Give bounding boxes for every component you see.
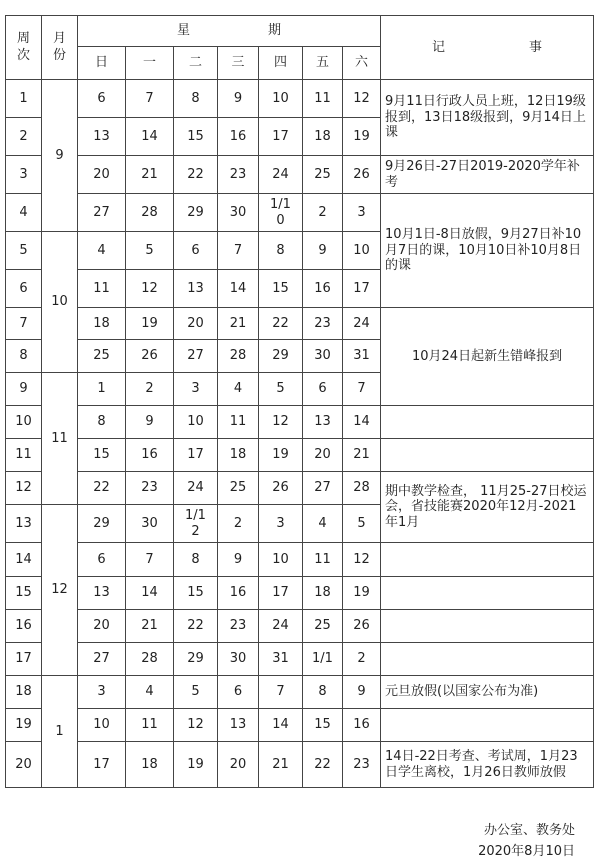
week-number: 5 — [6, 232, 42, 270]
week-row — [6, 577, 594, 610]
month-column-header: 月份 — [42, 16, 78, 80]
school-calendar-table — [5, 15, 594, 788]
day-cell: 31 — [259, 643, 303, 676]
day-cell: 16 — [126, 439, 174, 472]
day-cell: 1/12 — [174, 505, 218, 543]
week-number: 19 — [6, 709, 42, 742]
day-cell: 30 — [218, 194, 259, 232]
day-cell: 26 — [343, 610, 381, 643]
day-cell: 17 — [259, 118, 303, 156]
month-cell: 9 — [42, 80, 78, 232]
weekday-group-header: 星 期 — [78, 16, 381, 47]
day-cell: 25 — [303, 156, 343, 194]
day-cell: 7 — [259, 676, 303, 709]
day-cell: 10 — [78, 709, 126, 742]
note-cell: 元旦放假(以国家公布为准) — [381, 676, 594, 709]
day-cell: 20 — [78, 156, 126, 194]
day-cell: 4 — [126, 676, 174, 709]
week-row — [6, 709, 594, 742]
day-cell: 24 — [259, 156, 303, 194]
issuing-office: 办公室、教务处 — [483, 823, 575, 838]
day-cell: 3 — [259, 505, 303, 543]
week-number: 9 — [6, 373, 42, 406]
day-cell: 22 — [303, 742, 343, 788]
day-cell: 24 — [259, 610, 303, 643]
footer — [478, 820, 575, 863]
day-cell: 12 — [343, 543, 381, 577]
day-cell: 16 — [343, 709, 381, 742]
day-cell: 13 — [174, 270, 218, 308]
day-cell: 11 — [218, 406, 259, 439]
note-cell — [381, 543, 594, 577]
day-cell: 2 — [126, 373, 174, 406]
day-cell: 24 — [174, 472, 218, 505]
day-cell: 5 — [174, 676, 218, 709]
day-cell: 15 — [174, 118, 218, 156]
week-row — [6, 543, 594, 577]
day-cell: 23 — [343, 742, 381, 788]
month-cell: 1 — [42, 676, 78, 788]
week-row — [6, 742, 594, 788]
day-cell: 28 — [343, 472, 381, 505]
day-cell: 16 — [218, 577, 259, 610]
day-cell: 1 — [78, 373, 126, 406]
day-cell: 1/10 — [259, 194, 303, 232]
weekday-header: 六 — [343, 47, 381, 80]
week-row — [6, 676, 594, 709]
day-cell: 12 — [343, 80, 381, 118]
day-cell: 9 — [126, 406, 174, 439]
day-cell: 23 — [126, 472, 174, 505]
day-cell: 21 — [259, 742, 303, 788]
day-cell: 21 — [218, 308, 259, 340]
note-cell: 14日-22日考查、考试周，1月23日学生离校，1月26日教师放假 — [381, 742, 594, 788]
day-cell: 19 — [343, 577, 381, 610]
month-cell: 12 — [42, 505, 78, 676]
day-cell: 2 — [343, 643, 381, 676]
day-cell: 17 — [78, 742, 126, 788]
weekday-header: 一 — [126, 47, 174, 80]
day-cell: 20 — [174, 308, 218, 340]
day-cell: 2 — [218, 505, 259, 543]
day-cell: 25 — [78, 340, 126, 373]
day-cell: 17 — [174, 439, 218, 472]
day-cell: 18 — [78, 308, 126, 340]
note-cell — [381, 577, 594, 610]
day-cell: 15 — [303, 709, 343, 742]
week-row — [6, 472, 594, 505]
day-cell: 8 — [259, 232, 303, 270]
day-cell: 6 — [303, 373, 343, 406]
week-number: 12 — [6, 472, 42, 505]
day-cell: 8 — [303, 676, 343, 709]
day-cell: 14 — [218, 270, 259, 308]
day-cell: 11 — [303, 80, 343, 118]
week-row — [6, 610, 594, 643]
day-cell: 31 — [343, 340, 381, 373]
day-cell: 18 — [218, 439, 259, 472]
day-cell: 9 — [218, 80, 259, 118]
day-cell: 6 — [218, 676, 259, 709]
day-cell: 10 — [259, 80, 303, 118]
day-cell: 17 — [259, 577, 303, 610]
week-row — [6, 643, 594, 676]
day-cell: 25 — [303, 610, 343, 643]
note-cell — [381, 406, 594, 439]
day-cell: 4 — [303, 505, 343, 543]
day-cell: 10 — [174, 406, 218, 439]
week-number: 17 — [6, 643, 42, 676]
day-cell: 15 — [78, 439, 126, 472]
week-number: 4 — [6, 194, 42, 232]
day-cell: 12 — [259, 406, 303, 439]
week-number: 13 — [6, 505, 42, 543]
day-cell: 19 — [343, 118, 381, 156]
day-cell: 18 — [126, 742, 174, 788]
day-cell: 23 — [303, 308, 343, 340]
day-cell: 27 — [78, 643, 126, 676]
notes-column-header: 记 事 — [381, 16, 594, 80]
day-cell: 22 — [78, 472, 126, 505]
day-cell: 28 — [126, 643, 174, 676]
note-cell: 10月24日起新生错峰报到 — [381, 308, 594, 406]
day-cell: 29 — [174, 643, 218, 676]
day-cell: 15 — [174, 577, 218, 610]
day-cell: 20 — [218, 742, 259, 788]
day-cell: 5 — [126, 232, 174, 270]
month-cell: 11 — [42, 373, 78, 505]
week-number: 18 — [6, 676, 42, 709]
day-cell: 26 — [126, 340, 174, 373]
day-cell: 8 — [174, 80, 218, 118]
week-number: 16 — [6, 610, 42, 643]
day-cell: 19 — [126, 308, 174, 340]
day-cell: 21 — [343, 439, 381, 472]
day-cell: 16 — [218, 118, 259, 156]
week-number: 3 — [6, 156, 42, 194]
day-cell: 30 — [303, 340, 343, 373]
day-cell: 29 — [259, 340, 303, 373]
week-number: 15 — [6, 577, 42, 610]
day-cell: 18 — [303, 118, 343, 156]
weekday-header: 四 — [259, 47, 303, 80]
week-number: 11 — [6, 439, 42, 472]
day-cell: 3 — [78, 676, 126, 709]
day-cell: 23 — [218, 610, 259, 643]
week-row — [6, 156, 594, 194]
day-cell: 9 — [343, 676, 381, 709]
week-number: 6 — [6, 270, 42, 308]
note-cell: 9月26日-27日2019-2020学年补考 — [381, 156, 594, 194]
day-cell: 5 — [259, 373, 303, 406]
day-cell: 13 — [303, 406, 343, 439]
day-cell: 6 — [78, 80, 126, 118]
day-cell: 14 — [126, 118, 174, 156]
day-cell: 15 — [259, 270, 303, 308]
day-cell: 14 — [126, 577, 174, 610]
weekday-header: 日 — [78, 47, 126, 80]
day-cell: 19 — [259, 439, 303, 472]
day-cell: 10 — [343, 232, 381, 270]
day-cell: 21 — [126, 610, 174, 643]
note-cell: 10月1日-8日放假，9月27日补10月7日的课，10月10日补10月8日的课 — [381, 194, 594, 308]
day-cell: 25 — [218, 472, 259, 505]
day-cell: 21 — [126, 156, 174, 194]
day-cell: 3 — [343, 194, 381, 232]
day-cell: 6 — [78, 543, 126, 577]
week-row — [6, 439, 594, 472]
day-cell: 7 — [218, 232, 259, 270]
day-cell: 12 — [174, 709, 218, 742]
day-cell: 11 — [303, 543, 343, 577]
week-number: 7 — [6, 308, 42, 340]
day-cell: 23 — [218, 156, 259, 194]
day-cell: 20 — [78, 610, 126, 643]
note-cell — [381, 643, 594, 676]
day-cell: 22 — [174, 610, 218, 643]
day-cell: 29 — [78, 505, 126, 543]
week-number: 1 — [6, 80, 42, 118]
day-cell: 24 — [343, 308, 381, 340]
weekday-header: 三 — [218, 47, 259, 80]
day-cell: 27 — [303, 472, 343, 505]
day-cell: 22 — [174, 156, 218, 194]
day-cell: 26 — [343, 156, 381, 194]
day-cell: 10 — [259, 543, 303, 577]
week-number: 10 — [6, 406, 42, 439]
day-cell: 8 — [174, 543, 218, 577]
day-cell: 22 — [259, 308, 303, 340]
week-number: 14 — [6, 543, 42, 577]
week-column-header: 周次 — [6, 16, 42, 80]
day-cell: 12 — [126, 270, 174, 308]
day-cell: 8 — [78, 406, 126, 439]
day-cell: 28 — [126, 194, 174, 232]
week-number: 2 — [6, 118, 42, 156]
day-cell: 27 — [174, 340, 218, 373]
day-cell: 13 — [218, 709, 259, 742]
weekday-header: 二 — [174, 47, 218, 80]
day-cell: 30 — [126, 505, 174, 543]
day-cell: 7 — [126, 543, 174, 577]
note-cell: 期中教学检查， 11月25-27日校运会，省技能赛2020年12月-2021年1月 — [381, 472, 594, 543]
week-number: 20 — [6, 742, 42, 788]
day-cell: 2 — [303, 194, 343, 232]
day-cell: 13 — [78, 118, 126, 156]
day-cell: 1/1 — [303, 643, 343, 676]
day-cell: 6 — [174, 232, 218, 270]
week-number: 8 — [6, 340, 42, 373]
day-cell: 28 — [218, 340, 259, 373]
day-cell: 17 — [343, 270, 381, 308]
day-cell: 3 — [174, 373, 218, 406]
day-cell: 20 — [303, 439, 343, 472]
day-cell: 4 — [78, 232, 126, 270]
note-cell — [381, 610, 594, 643]
day-cell: 11 — [78, 270, 126, 308]
day-cell: 16 — [303, 270, 343, 308]
issue-date: 2020年8月10日 — [478, 844, 575, 860]
week-row — [6, 308, 594, 340]
day-cell: 18 — [303, 577, 343, 610]
day-cell: 30 — [218, 643, 259, 676]
day-cell: 11 — [126, 709, 174, 742]
day-cell: 26 — [259, 472, 303, 505]
week-row — [6, 194, 594, 232]
day-cell: 4 — [218, 373, 259, 406]
day-cell: 9 — [303, 232, 343, 270]
day-cell: 14 — [343, 406, 381, 439]
day-cell: 27 — [78, 194, 126, 232]
day-cell: 7 — [343, 373, 381, 406]
week-row — [6, 406, 594, 439]
day-cell: 29 — [174, 194, 218, 232]
day-cell: 14 — [259, 709, 303, 742]
day-cell: 19 — [174, 742, 218, 788]
day-cell: 9 — [218, 543, 259, 577]
day-cell: 5 — [343, 505, 381, 543]
note-cell — [381, 439, 594, 472]
weekday-header: 五 — [303, 47, 343, 80]
month-cell: 10 — [42, 232, 78, 373]
day-cell: 13 — [78, 577, 126, 610]
note-cell: 9月11日行政人员上班，12日19级报到，13日18级报到，9月14日上课 — [381, 80, 594, 156]
note-cell — [381, 709, 594, 742]
week-row — [6, 80, 594, 118]
day-cell: 7 — [126, 80, 174, 118]
